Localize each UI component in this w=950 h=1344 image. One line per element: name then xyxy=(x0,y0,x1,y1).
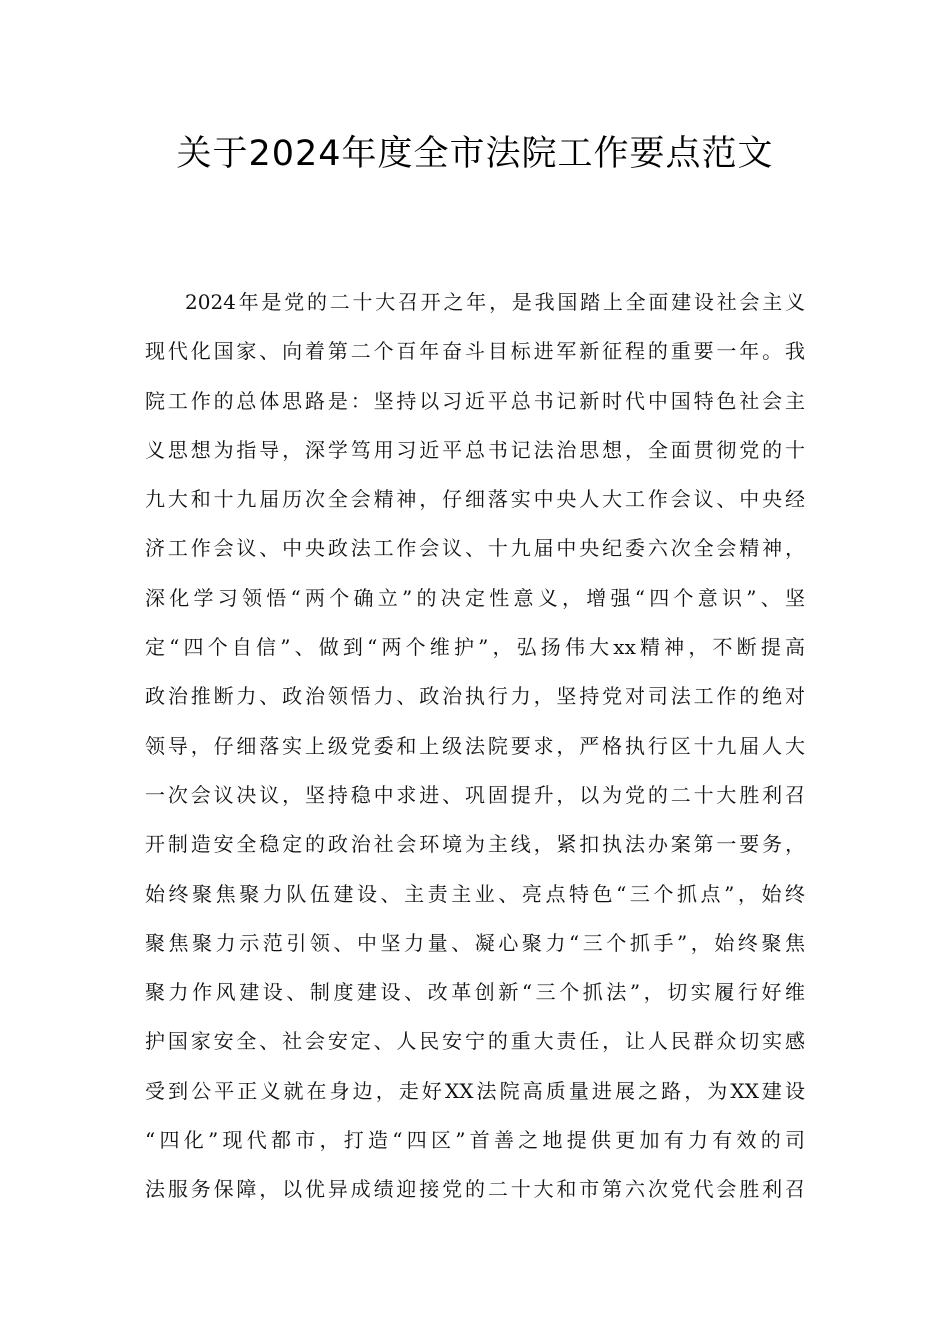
document-body xyxy=(145,278,805,1215)
paragraph-line: 九大和十九届历次全会精神，仔细落实中央人大工作会议、中央经 xyxy=(145,487,805,512)
paragraph-line: 始终聚焦聚力队伍建设、主责主业、亮点特色“三个抓点”，始终 xyxy=(145,881,805,906)
paragraph-line: 法服务保障，以优异成绩迎接党的二十大和市第六次党代会胜利召 xyxy=(145,1177,805,1202)
paragraph-line: 深化学习领悟“两个确立”的决定性意义，增强“四个意识”、坚 xyxy=(145,585,805,610)
paragraph-line: 开制造安全稳定的政治社会环境为主线，紧扣执法办案第一要务， xyxy=(145,832,805,857)
paragraph-line: “四化”现代都市，打造“四区”首善之地提供更加有力有效的司 xyxy=(145,1128,805,1153)
document-title: 关于2024年度全市法院工作要点范文 xyxy=(176,134,774,174)
paragraph-line: 受到公平正义就在身边，走好XX法院高质量进展之路，为XX建设 xyxy=(145,1078,805,1103)
paragraph-line: 政治推断力、政治领悟力、政治执行力，坚持党对司法工作的绝对 xyxy=(145,684,805,709)
paragraph-line: 领导，仔细落实上级党委和上级法院要求，严格执行区十九届人大 xyxy=(145,733,805,758)
paragraph-line: 义思想为指导，深学笃用习近平总书记法治思想，全面贯彻党的十 xyxy=(145,437,805,462)
paragraph-line: 现代化国家、向着第二个百年奋斗目标进军新征程的重要一年。我 xyxy=(145,339,805,364)
paragraph-line: 一次会议决议，坚持稳中求进、巩固提升，以为党的二十大胜利召 xyxy=(145,782,805,807)
paragraph-line: 聚力作风建设、制度建设、改革创新“三个抓法”，切实履行好维 xyxy=(145,980,805,1005)
paragraph-line: 2024年是党的二十大召开之年，是我国踏上全面建设社会主义 xyxy=(185,290,805,314)
paragraph-line: 定“四个自信”、做到“两个维护”，弘扬伟大xx精神，不断提高 xyxy=(145,635,805,660)
paragraph-line: 护国家安全、社会安定、人民安宁的重大责任，让人民群众切实感 xyxy=(145,1029,805,1054)
paragraph-line: 聚焦聚力示范引领、中坚力量、凝心聚力“三个抓手”，始终聚焦 xyxy=(145,930,805,955)
paragraph-line: 院工作的总体思路是：坚持以习近平总书记新时代中国特色社会主 xyxy=(145,388,805,413)
paragraph-line: 济工作会议、中央政法工作会议、十九届中央纪委六次全会精神， xyxy=(145,536,805,561)
